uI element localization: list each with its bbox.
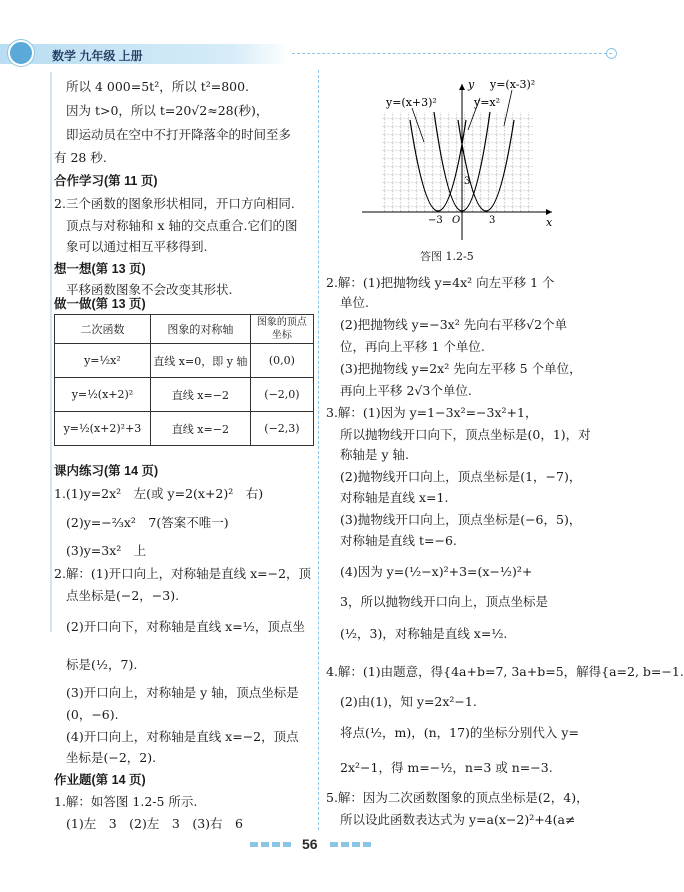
tick-y3: 3 <box>464 176 471 187</box>
figure-caption: 答图 1.2-5 <box>420 250 474 263</box>
x-axis-label: x <box>546 216 553 229</box>
label-mid: y=x² <box>474 96 501 109</box>
table-cell: y=½(x+2)² <box>55 378 151 412</box>
text-line: 对称轴是直线 t=−6. <box>340 533 457 548</box>
footer-decoration-right <box>330 842 374 847</box>
text-line: 有 28 秒. <box>54 150 107 165</box>
table-cell: (−2,3) <box>250 412 313 446</box>
y-axis-label: y <box>468 78 475 91</box>
text-line: 因为 t>0，所以 t=20√2≈28(秒)， <box>66 103 269 118</box>
text-line: 1.(1)y=2x² 左(或 y=2(x+2)² 右) <box>54 486 264 501</box>
label-right: y=(x-3)² <box>490 78 536 91</box>
tick-neg: −3 <box>428 215 443 226</box>
text-line: 4.解：(1)由题意，得{4a+b=7, 3a+b=5，解得{a=2, b=−1. <box>326 664 684 679</box>
text-line: 所以设此函数表达式为 y=a(x−2)²+4(a≠ <box>340 812 576 827</box>
table-row <box>55 344 314 378</box>
page-number: 56 <box>302 836 318 852</box>
table-cell: y=½(x+2)²+3 <box>55 412 151 446</box>
text-line: (3)把抛物线 y=2x² 先向左平移 5 个单位， <box>340 361 582 376</box>
text-line: (3)y=3x² 上 <box>66 543 147 558</box>
divider-end-icon <box>606 48 617 59</box>
table-header: 图象的顶点坐标 <box>250 315 313 344</box>
column-divider <box>318 70 319 830</box>
text-line: (0，−6). <box>66 707 119 722</box>
text-line: (3)抛物线开口向上，顶点坐标是(−6，5)， <box>340 512 582 527</box>
table-header: 图象的对称轴 <box>150 315 250 344</box>
table-cell: (−2,0) <box>250 378 313 412</box>
table-cell: (0,0) <box>250 344 313 378</box>
table-cell: 直线 x=0，即 y 轴 <box>150 344 250 378</box>
table-cell: 直线 x=−2 <box>150 412 250 446</box>
text-line: 将点(½，m)，(n，17)的坐标分别代入 y= <box>340 725 579 740</box>
tick-origin: O <box>452 215 461 226</box>
text-line: 对称轴是直线 x=1. <box>340 490 449 505</box>
table-header: 二次函数 <box>55 315 151 344</box>
text-line: (4)开口向上，对称轴是直线 x=−2，顶点 <box>66 729 299 744</box>
section-heading: 想一想(第 13 页) <box>54 262 146 276</box>
text-line: (2)开口向下，对称轴是直线 x=½，顶点坐 <box>66 619 305 634</box>
text-line: (1)左 3 (2)左 3 (3)右 6 <box>66 816 243 831</box>
table-row <box>55 412 314 446</box>
tick-pos: 3 <box>489 215 496 226</box>
section-heading: 合作学习(第 11 页) <box>54 174 158 188</box>
text-line: 点坐标是(−2，−3). <box>66 588 180 603</box>
x-arrow-icon <box>546 209 552 215</box>
section-heading: 课内练习(第 14 页) <box>54 464 159 478</box>
header-divider <box>292 53 612 54</box>
table-cell: 直线 x=−2 <box>150 378 250 412</box>
y-arrow-icon <box>459 84 465 90</box>
text-line: 所以抛物线开口向下，顶点坐标是(0，1)，对 <box>340 427 591 442</box>
text-line: 即运动员在空中不打开降落伞的时间至多 <box>66 127 292 142</box>
footer-decoration-left <box>250 842 294 847</box>
margin-line <box>50 72 52 632</box>
parabola-figure <box>352 70 572 250</box>
text-line: (2)由(1)，知 y=2x²−1. <box>340 694 477 709</box>
text-line: 2.解：(1)把抛物线 y=4x² 向左平移 1 个 <box>326 275 555 290</box>
text-line: 所以 4 000=5t²，所以 t²=800. <box>66 79 250 94</box>
text-line: 平移函数图象不会改变其形状. <box>66 282 233 297</box>
text-line: 5.解：因为二次函数图象的顶点坐标是(2，4)， <box>326 790 589 805</box>
text-line: 2.解：(1)开口向上，对称轴是直线 x=−2，顶 <box>54 566 312 581</box>
text-line: 位，再向上平移 1 个单位. <box>340 339 485 354</box>
table-row <box>55 378 314 412</box>
text-line: 单位. <box>340 295 369 310</box>
header-title: 数学 九年级 上册 <box>52 49 143 63</box>
text-line: 坐标是(−2，2). <box>66 750 157 765</box>
text-line: (2)把抛物线 y=−3x² 先向右平移√2个单 <box>340 317 568 332</box>
table-header-row <box>55 315 314 344</box>
label-left: y=(x+3)² <box>386 96 437 109</box>
text-line: 象可以通过相互平移得到. <box>66 239 208 254</box>
text-line: (½，3)，对称轴是直线 x=½. <box>340 626 508 641</box>
text-line: 称轴是 y 轴. <box>340 447 409 462</box>
text-line: 标是(½，7). <box>66 657 138 672</box>
section-heading: 做一做(第 13 页) <box>54 297 146 311</box>
text-line: 2x²−1，得 m=−½，n=3 或 n=−3. <box>340 760 553 775</box>
text-line: 顶点与对称轴和 x 轴的交点重合.它们的图 <box>66 218 298 233</box>
answer-table <box>54 314 314 446</box>
header-bar <box>0 44 290 64</box>
text-line: (4)因为 y=(½−x)²+3=(x−½)²+ <box>340 564 533 579</box>
text-line: (2)抛物线开口向上，顶点坐标是(1，−7)， <box>340 469 582 484</box>
text-line: (2)y=−⅔x² 7(答案不唯一) <box>66 515 229 530</box>
text-line: (3)开口向上，对称轴是 y 轴，顶点坐标是 <box>66 685 299 700</box>
text-line: 1.解：如答图 1.2-5 所示. <box>54 794 198 809</box>
text-line: 3，所以抛物线开口向上，顶点坐标是 <box>340 594 548 609</box>
table-cell: y=½x² <box>55 344 151 378</box>
text-line: 再向上平移 2√3个单位. <box>340 383 472 398</box>
text-line: 3.解：(1)因为 y=1−3x²=−3x²+1， <box>326 405 538 420</box>
text-line: 2.三个函数的图象形状相同，开口方向相同. <box>54 196 295 211</box>
section-heading: 作业题(第 14 页) <box>54 773 146 787</box>
book-logo-icon <box>8 40 34 66</box>
